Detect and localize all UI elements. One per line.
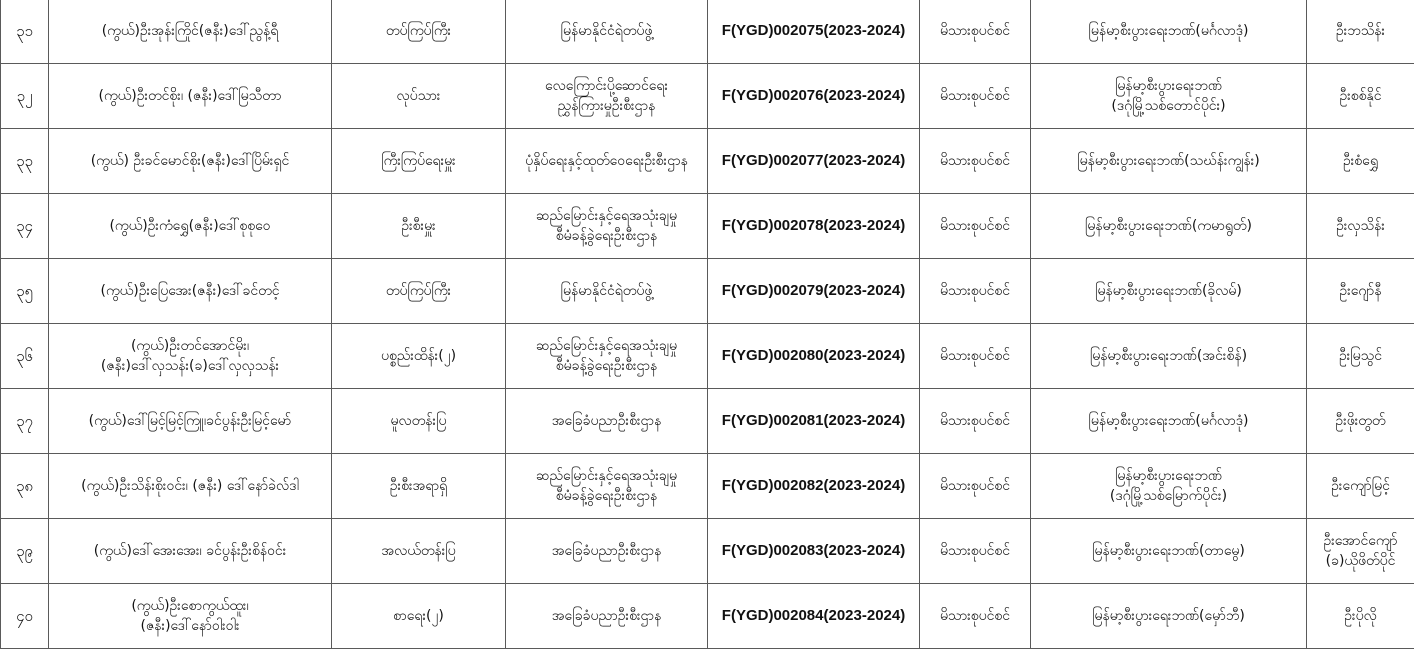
row-number-cell: ၃၄ bbox=[1, 194, 49, 259]
representative-line: ဦးလှသိန်း bbox=[1336, 218, 1385, 234]
department-cell bbox=[506, 129, 708, 194]
pensioner-name-cell bbox=[49, 259, 332, 324]
pension-type-cell: မိသားစုပင်စင် bbox=[920, 0, 1031, 64]
pensioner-name-cell bbox=[49, 194, 332, 259]
pension-type-cell: မိသားစုပင်စင် bbox=[920, 194, 1031, 259]
bank-branch-cell bbox=[1031, 519, 1307, 584]
department-cell bbox=[506, 64, 708, 129]
department-line: စီမံခန့်ခွဲရေးဦးစီးဌာန bbox=[555, 228, 658, 244]
representative-cell bbox=[1307, 584, 1414, 649]
bank-branch-cell bbox=[1031, 584, 1307, 649]
pension-code-cell: F(YGD)002081(2023-2024) bbox=[708, 389, 920, 454]
representative-line: ဦးဖိုးတွတ် bbox=[1335, 413, 1386, 429]
pension-type-cell: မိသားစုပင်စင် bbox=[920, 259, 1031, 324]
department-line: မြန်မာနိုင်ငံရဲတပ်ဖွဲ့ bbox=[560, 23, 653, 39]
pensioner-name-line: (ကွယ်)ဦးအုန်းကြိုင်(ဇနီး)ဒေါ်ညွန့်ရီ bbox=[101, 23, 279, 39]
pensioner-name-cell bbox=[49, 324, 332, 389]
pensioner-name-line: (ကွယ်) ဦးခင်မောင်စိုး(ဇနီး)ဒေါ်ပြိမ်းရှင် bbox=[90, 153, 290, 169]
table-row bbox=[1, 194, 1414, 259]
bank-branch-line: မြန်မာ့စီးပွားရေးဘဏ်(မှော်ဘီ) bbox=[1092, 608, 1245, 624]
pension-type-cell: မိသားစုပင်စင် bbox=[920, 324, 1031, 389]
department-line: အခြေခံပညာဦးစီးဌာန bbox=[551, 543, 662, 559]
bank-branch-cell bbox=[1031, 0, 1307, 64]
department-cell bbox=[506, 194, 708, 259]
table-body bbox=[1, 0, 1414, 649]
row-number-cell: ၃၃ bbox=[1, 129, 49, 194]
pension-type-cell: မိသားစုပင်စင် bbox=[920, 64, 1031, 129]
bank-branch-line: မြန်မာ့စီးပွားရေးဘဏ် bbox=[1115, 468, 1222, 484]
bank-branch-cell bbox=[1031, 454, 1307, 519]
representative-cell bbox=[1307, 64, 1414, 129]
bank-branch-line: မြန်မာ့စီးပွားရေးဘဏ်(ခိုလမ်) bbox=[1095, 283, 1242, 299]
bank-branch-line: မြန်မာ့စီးပွားရေးဘဏ်(မင်္ဂလာဒုံ) bbox=[1088, 23, 1249, 39]
table-row bbox=[1, 324, 1414, 389]
row-number-cell: ၄၀ bbox=[1, 584, 49, 649]
representative-cell bbox=[1307, 194, 1414, 259]
job-title-cell: စာရေး(၂) bbox=[332, 584, 506, 649]
bank-branch-line: (ဒဂုံမြို့သစ်မြောက်ပိုင်း) bbox=[1109, 488, 1228, 504]
department-line: လေကြောင်းပို့ဆောင်ရေး bbox=[544, 78, 669, 94]
representative-line: ဦးကျော်မြင့် bbox=[1331, 478, 1390, 494]
department-cell bbox=[506, 324, 708, 389]
job-title-cell: ဦးစီးမှူး bbox=[332, 194, 506, 259]
pensioner-name-line: (ဇနီး)ဒေါ်လှသန်း(ခ)ဒေါ်လှလှသန်း bbox=[100, 358, 280, 374]
representative-cell bbox=[1307, 259, 1414, 324]
pensioner-name-line: (ကွယ်)ဦးတင်စိုး၊ (ဇနီး)ဒေါ်မြသီတာ bbox=[98, 88, 282, 104]
pension-code-cell: F(YGD)002082(2023-2024) bbox=[708, 454, 920, 519]
job-title-cell: ဦးစီးအရာရှိ bbox=[332, 454, 506, 519]
pension-code-cell: F(YGD)002077(2023-2024) bbox=[708, 129, 920, 194]
table-row bbox=[1, 519, 1414, 584]
row-number-cell: ၃၈ bbox=[1, 454, 49, 519]
department-cell bbox=[506, 259, 708, 324]
pension-code-cell: F(YGD)002083(2023-2024) bbox=[708, 519, 920, 584]
pensioner-name-cell bbox=[49, 0, 332, 64]
table-row bbox=[1, 129, 1414, 194]
representative-cell bbox=[1307, 129, 1414, 194]
table-row bbox=[1, 389, 1414, 454]
job-title-cell: လုပ်သား bbox=[332, 64, 506, 129]
department-line: ပုံနှိပ်ရေးနှင့်ထုတ်ဝေရေးဦးစီးဌာန bbox=[525, 153, 688, 169]
bank-branch-cell bbox=[1031, 64, 1307, 129]
bank-branch-cell bbox=[1031, 259, 1307, 324]
bank-branch-line: (ဒဂုံမြို့သစ်တောင်ပိုင်း) bbox=[1111, 98, 1226, 114]
department-line: စီမံခန့်ခွဲရေးဦးစီးဌာန bbox=[555, 488, 658, 504]
representative-line: ဦးပိုလို bbox=[1344, 608, 1377, 624]
representative-cell bbox=[1307, 454, 1414, 519]
pension-code-cell: F(YGD)002084(2023-2024) bbox=[708, 584, 920, 649]
pension-code-cell: F(YGD)002080(2023-2024) bbox=[708, 324, 920, 389]
pension-type-cell: မိသားစုပင်စင် bbox=[920, 454, 1031, 519]
representative-line: ဦးစစ်နိုင် bbox=[1339, 88, 1382, 104]
representative-line: ဦးအောင်ကျော် bbox=[1323, 533, 1398, 549]
row-number-cell: ၃၇ bbox=[1, 389, 49, 454]
pension-type-cell: မိသားစုပင်စင် bbox=[920, 584, 1031, 649]
bank-branch-line: မြန်မာ့စီးပွားရေးဘဏ်(အင်းစိန်) bbox=[1089, 348, 1248, 364]
department-cell bbox=[506, 519, 708, 584]
table-row bbox=[1, 584, 1414, 649]
department-line: အခြေခံပညာဦးစီးဌာန bbox=[551, 608, 662, 624]
department-cell bbox=[506, 584, 708, 649]
row-number-cell: ၃၉ bbox=[1, 519, 49, 584]
department-cell bbox=[506, 0, 708, 64]
pensioner-name-line: (ကွယ်)ဦးကံရွှေ(ဇနီး)ဒေါ်စုစုဝေ bbox=[109, 218, 271, 234]
pensioner-name-line: (ကွယ်)ဒေါ်မြင့်မြင့်ကြူ၊ခင်ပွန်းဦးမြင့်မော် bbox=[88, 413, 292, 429]
pensioner-name-cell bbox=[49, 64, 332, 129]
row-number-cell: ၃၂ bbox=[1, 64, 49, 129]
department-line: စီမံခန့်ခွဲရေးဦးစီးဌာန bbox=[555, 358, 658, 374]
department-line: ဆည်မြောင်းနှင့်ရေအသုံးချမှု bbox=[535, 208, 678, 224]
pension-code-cell: F(YGD)002078(2023-2024) bbox=[708, 194, 920, 259]
pensioner-name-cell bbox=[49, 584, 332, 649]
table-row bbox=[1, 64, 1414, 129]
representative-line: ဦးဘသိန်း bbox=[1335, 23, 1386, 39]
row-number-cell: ၃၁ bbox=[1, 0, 49, 64]
bank-branch-line: မြန်မာ့စီးပွားရေးဘဏ်(မင်္ဂလာဒုံ) bbox=[1088, 413, 1249, 429]
pension-type-cell: မိသားစုပင်စင် bbox=[920, 129, 1031, 194]
pension-code-cell: F(YGD)002075(2023-2024) bbox=[708, 0, 920, 64]
pensioner-name-line: (ကွယ်)ဦးတင်အောင်မိုး၊ bbox=[130, 338, 250, 354]
job-title-cell: ပစ္စည်းထိန်း(၂) bbox=[332, 324, 506, 389]
pension-code-cell: F(YGD)002076(2023-2024) bbox=[708, 64, 920, 129]
pensioner-name-line: (ကွယ်)ဦးပြေအေး(ဇနီး)ဒေါ်ခင်တင့် bbox=[100, 283, 280, 299]
job-title-cell: တပ်ကြပ်ကြီး bbox=[332, 259, 506, 324]
pension-type-cell: မိသားစုပင်စင် bbox=[920, 389, 1031, 454]
representative-line: ဦးဂျော်နီ bbox=[1339, 283, 1382, 299]
bank-branch-line: မြန်မာ့စီးပွားရေးဘဏ်(သဃ်န်းကျွန်း) bbox=[1077, 153, 1260, 169]
representative-cell bbox=[1307, 389, 1414, 454]
department-line: ဆည်မြောင်းနှင့်ရေအသုံးချမှု bbox=[535, 468, 678, 484]
pensioner-name-line: (ကွယ်)ဦးသိန်းစိုးဝင်း၊ (ဇနီး) ဒေါ်နော်ခဲလ်ဒါ bbox=[81, 478, 299, 494]
job-title-cell: တပ်ကြပ်ကြီး bbox=[332, 0, 506, 64]
table-row bbox=[1, 454, 1414, 519]
bank-branch-line: မြန်မာ့စီးပွားရေးဘဏ်(ကမာရွတ်) bbox=[1085, 218, 1252, 234]
representative-cell bbox=[1307, 519, 1414, 584]
department-line: ညွှန်ကြားမှုဦးစီးဌာန bbox=[557, 98, 656, 114]
bank-branch-line: မြန်မာ့စီးပွားရေးဘဏ်(တာမွေ) bbox=[1092, 543, 1245, 559]
bank-branch-cell bbox=[1031, 129, 1307, 194]
pension-code-cell: F(YGD)002079(2023-2024) bbox=[708, 259, 920, 324]
representative-cell bbox=[1307, 324, 1414, 389]
pensioner-name-line: (ကွယ်)ဦးစောကွယ်ထူး၊ bbox=[131, 598, 249, 614]
pensioner-name-cell bbox=[49, 129, 332, 194]
representative-line: ဦးစံရွှေ bbox=[1342, 153, 1379, 169]
bank-branch-cell bbox=[1031, 389, 1307, 454]
representative-line: ဦးမြသွင် bbox=[1339, 348, 1382, 364]
bank-branch-line: မြန်မာ့စီးပွားရေးဘဏ် bbox=[1115, 78, 1222, 94]
pensioner-name-line: (ကွယ်)ဒေါ်အေးအေး၊ ခင်ပွန်းဦးစိန်ဝင်း bbox=[93, 543, 287, 559]
bank-branch-cell bbox=[1031, 194, 1307, 259]
department-cell bbox=[506, 389, 708, 454]
bank-branch-cell bbox=[1031, 324, 1307, 389]
job-title-cell: ကြီးကြပ်ရေးမှူး bbox=[332, 129, 506, 194]
department-line: မြန်မာနိုင်ငံရဲတပ်ဖွဲ့ bbox=[560, 283, 653, 299]
representative-line: (ခ)ယိုဖိတ်ပိုင် bbox=[1325, 553, 1396, 569]
department-line: ဆည်မြောင်းနှင့်ရေအသုံးချမှု bbox=[535, 338, 678, 354]
pensioner-name-cell bbox=[49, 454, 332, 519]
pensioner-name-cell bbox=[49, 389, 332, 454]
pensioner-name-cell bbox=[49, 519, 332, 584]
table-row bbox=[1, 259, 1414, 324]
department-cell bbox=[506, 454, 708, 519]
department-line: အခြေခံပညာဦးစီးဌာန bbox=[551, 413, 662, 429]
job-title-cell: မူလတန်းပြ bbox=[332, 389, 506, 454]
representative-cell bbox=[1307, 0, 1414, 64]
row-number-cell: ၃၆ bbox=[1, 324, 49, 389]
job-title-cell: အလယ်တန်းပြ bbox=[332, 519, 506, 584]
pensioner-name-line: (ဇနီး)ဒေါ်နော်ဝါးဝါး bbox=[140, 618, 240, 634]
pension-type-cell: မိသားစုပင်စင် bbox=[920, 519, 1031, 584]
table-row bbox=[1, 0, 1414, 64]
row-number-cell: ၃၅ bbox=[1, 259, 49, 324]
